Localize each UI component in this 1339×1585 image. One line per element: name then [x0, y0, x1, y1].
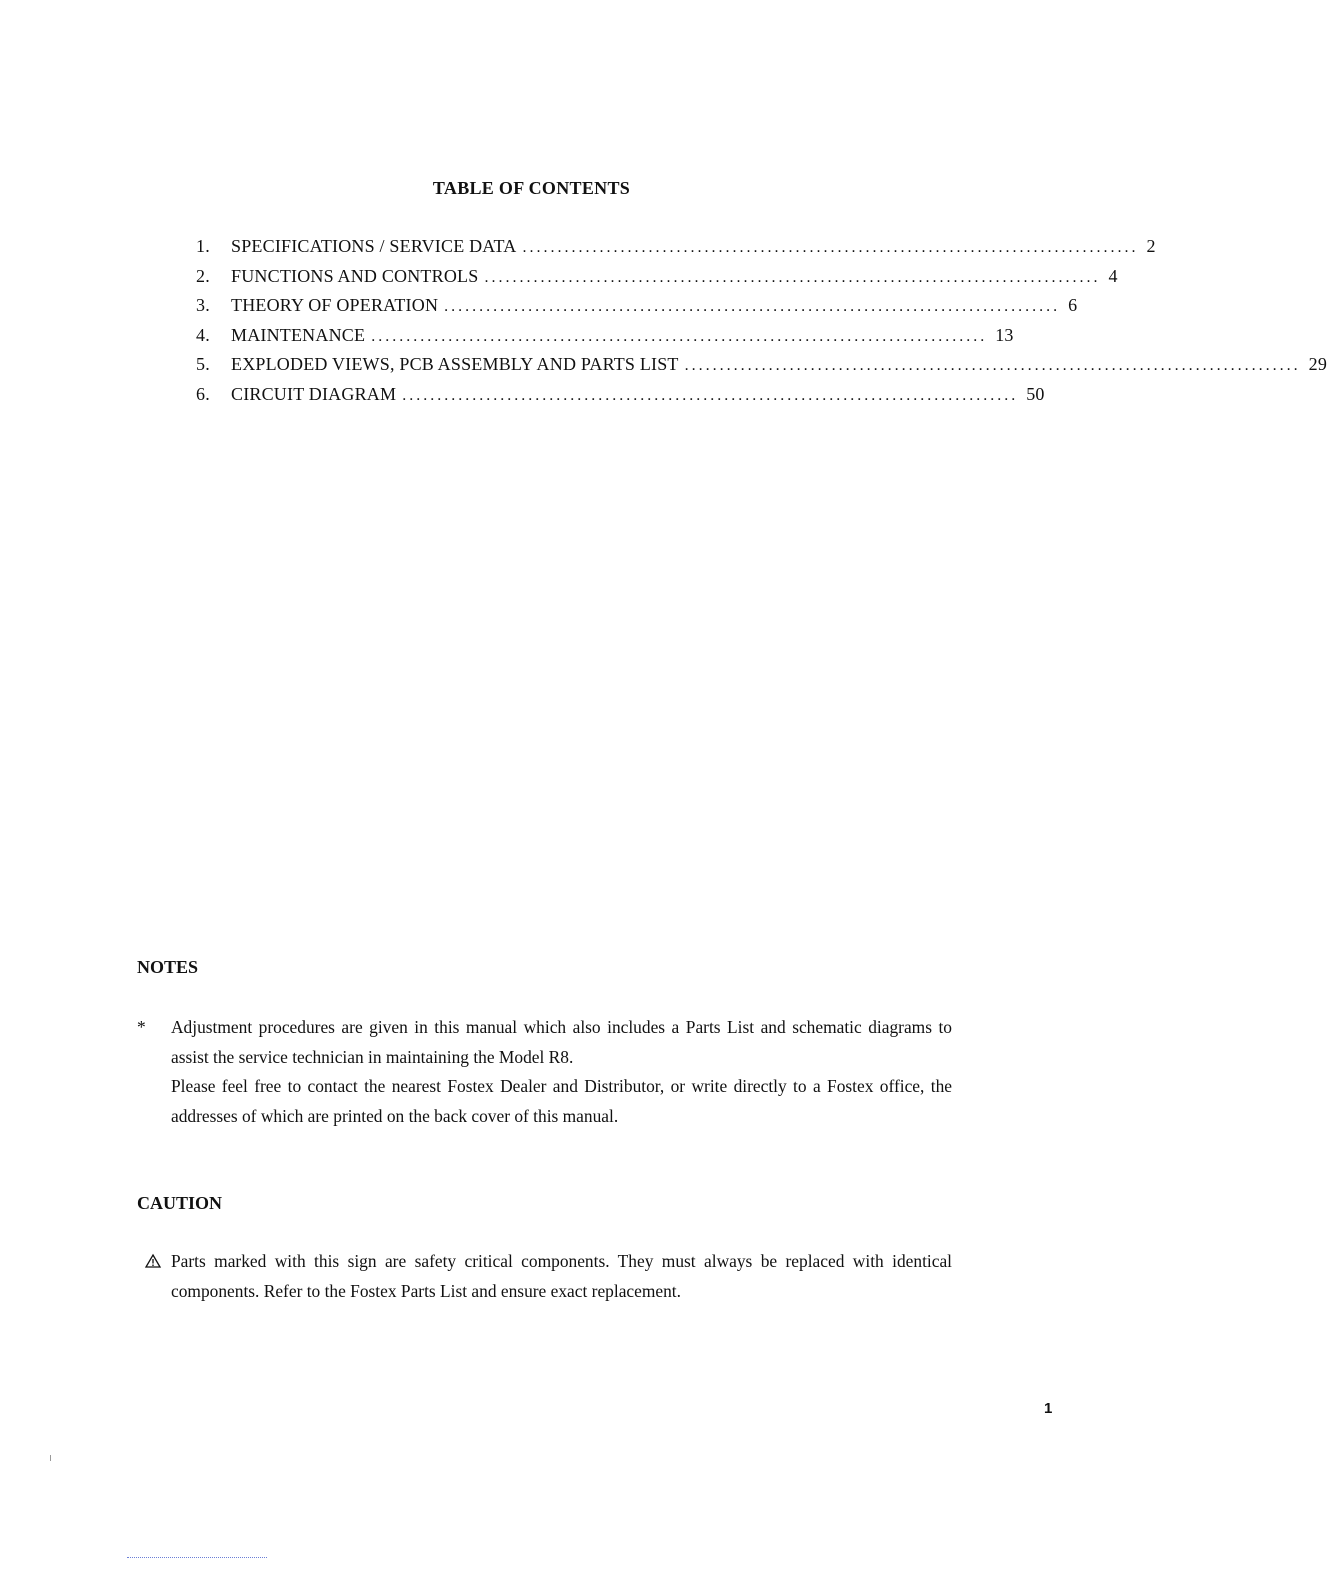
toc-item-number: 3.: [196, 295, 210, 315]
toc-leader-dots: ........................................................................................: [484, 268, 1101, 286]
toc-item[interactable]: [196, 236, 1156, 266]
bottom-rule: [127, 1557, 267, 1558]
toc-item-number: 2.: [196, 265, 210, 286]
asterisk-bullet: *: [137, 1017, 146, 1037]
toc-item-number: 4.: [196, 324, 210, 345]
toc-item-page: 6: [1068, 295, 1078, 315]
toc-item-label: CIRCUIT DIAGRAM: [231, 383, 397, 404]
page-number: 1: [1044, 1400, 1053, 1417]
toc-leader-dots: ........................................................................................: [402, 386, 1019, 404]
notes-heading: NOTES: [137, 957, 199, 977]
toc-item-page: 2: [1146, 236, 1156, 256]
toc-item-label: MAINTENANCE: [231, 324, 366, 345]
toc-item-number: 5.: [196, 354, 210, 374]
toc-item-page: 50: [1026, 383, 1045, 404]
caution-paragraph: Parts marked with this sign are safety critical components. They must always be replaced with identical components. Refer to the Fostex Parts List and ensure exact replacement.: [171, 1251, 952, 1301]
warning-triangle-icon: [145, 1254, 161, 1268]
toc-leader-dots: ........................................................................................: [522, 239, 1139, 256]
toc-item-page: 13: [995, 324, 1014, 345]
notes-body: [137, 1013, 952, 1131]
toc-item-label: FUNCTIONS AND CONTROLS: [231, 265, 479, 286]
toc-leader-dots: ........................................................................................: [444, 298, 1061, 315]
notes-paragraph-2: Please feel free to contact the nearest Fostex Dealer and Distributor, or write directly to a Fostex office, the addresses of which are printed on the back cover of this manual.: [171, 1076, 952, 1126]
caution-heading: CAUTION: [137, 1193, 223, 1213]
toc-item[interactable]: [196, 383, 1045, 414]
scan-mark: [50, 1455, 51, 1461]
toc-item[interactable]: [196, 324, 1014, 355]
toc-item[interactable]: [196, 265, 1118, 296]
toc-item-label: SPECIFICATIONS / SERVICE DATA: [231, 236, 517, 256]
toc-item-number: 6.: [196, 383, 210, 404]
notes-paragraph-1: Adjustment procedures are given in this manual which also includes a Parts List and schematic diagrams to assist the service technician in maintaining the Model R8.: [171, 1017, 952, 1067]
toc-list: [196, 236, 1328, 413]
toc-item-label: EXPLODED VIEWS, PCB ASSEMBLY AND PARTS LIST: [231, 354, 679, 374]
toc-item[interactable]: [196, 354, 1328, 384]
toc-item-label: THEORY OF OPERATION: [231, 295, 439, 315]
toc-item[interactable]: [196, 295, 1078, 325]
toc-leader-dots: ........................................................................................: [684, 357, 1301, 374]
toc-item-page: 4: [1108, 265, 1118, 286]
caution-body: [137, 1247, 952, 1306]
toc-leader-dots: ........................................................................................: [371, 327, 988, 345]
toc-title: TABLE OF CONTENTS: [432, 178, 631, 198]
toc-item-page: 29: [1308, 354, 1328, 374]
toc-item-number: 1.: [196, 236, 210, 256]
